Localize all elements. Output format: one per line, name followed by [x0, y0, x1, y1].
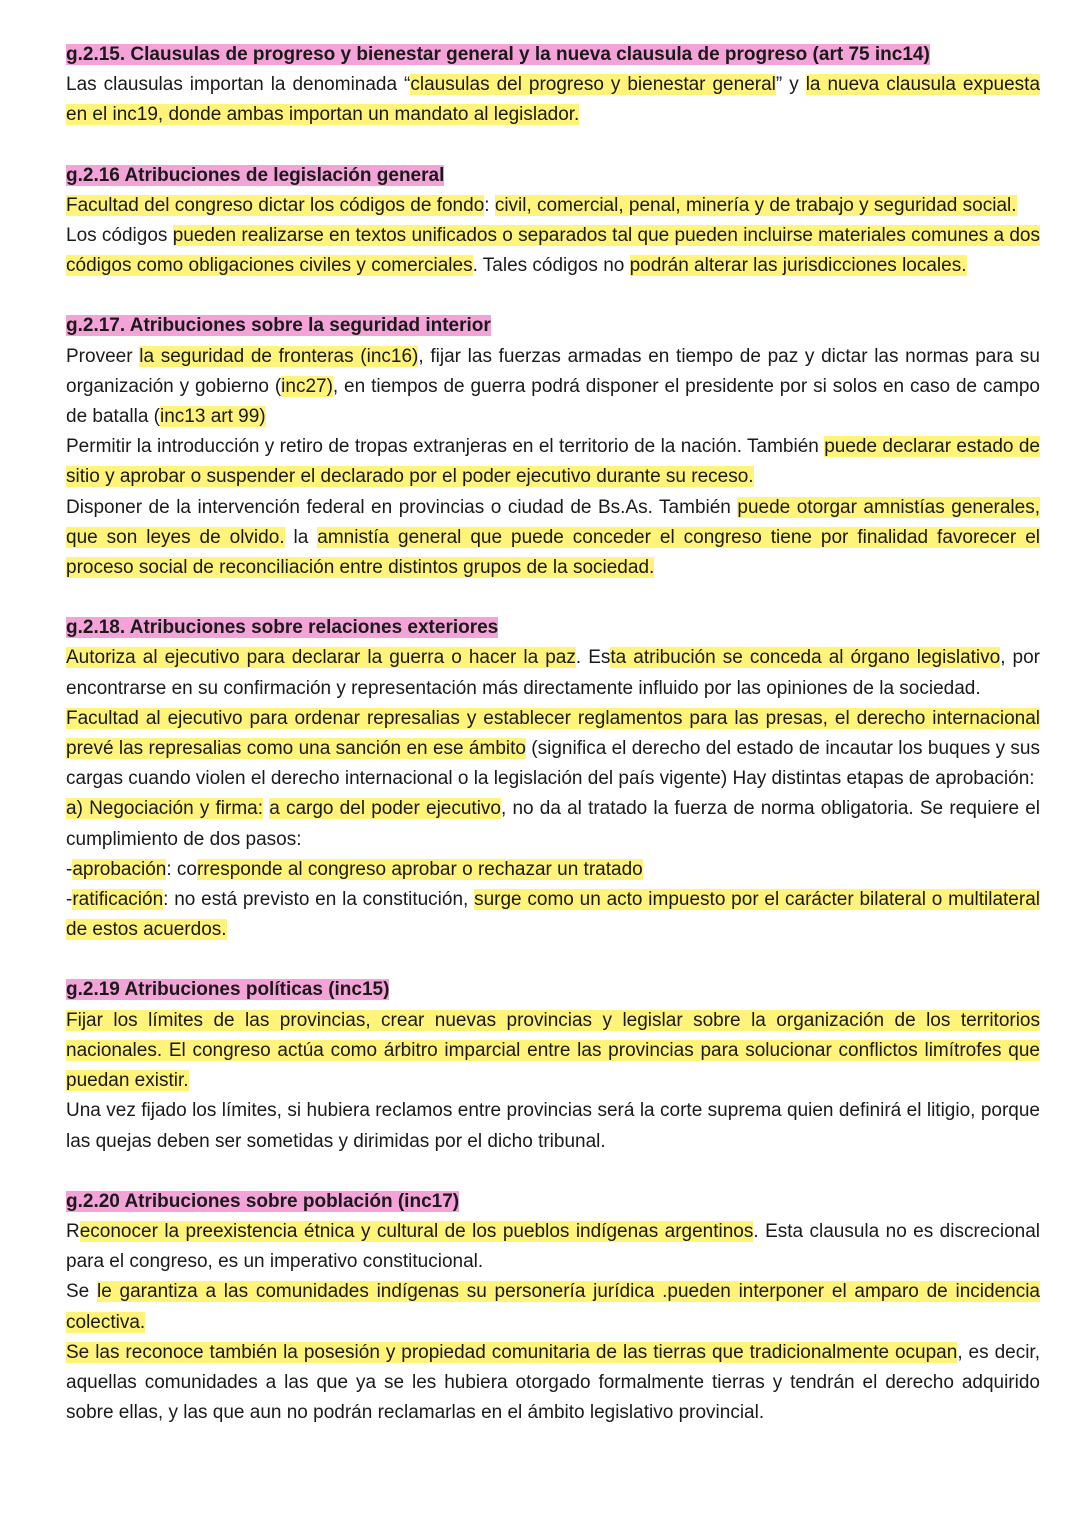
highlighted-text: Autoriza al ejecutivo para declarar la guerra o hacer la paz — [66, 647, 576, 669]
highlighted-text: clausulas del progreso y bienestar general — [410, 74, 776, 96]
text-run: - — [66, 858, 73, 880]
text-run: , es decir, aquellas comunidades a las que ya se les hubiera otorgado formalmente tierras y tendrán el derecho adquirido sobre ellas, y las que aun no podrán reclamarlas en el ámbito legislativo provincial. — [66, 1341, 1040, 1424]
text-run: la — [284, 526, 318, 548]
section-g-2-18 — [66, 613, 1040, 945]
section-heading: g.2.16 Atribuciones de legislación general — [66, 164, 445, 186]
highlighted-text: la seguridad de fronteras (inc16) — [139, 345, 419, 367]
text-run: Se — [66, 1281, 97, 1303]
highlighted-text: Se las reconoce también la posesión y propiedad comunitaria de las tierras que tradicionalmente ocupan — [66, 1341, 958, 1363]
highlighted-text: ratificación — [72, 889, 164, 911]
paragraph — [66, 794, 1040, 854]
text-run: : no está previsto en la constitución, — [163, 889, 475, 911]
text-run: . Esta clausula no es discrecional para el congreso, es un imperativo constitucional. — [66, 1220, 1040, 1273]
paragraph — [66, 221, 1040, 281]
text-run: . Tales códigos no — [472, 255, 630, 277]
paragraph — [66, 1338, 1040, 1429]
section-g-2-15 — [66, 40, 1040, 131]
paragraph — [66, 1006, 1040, 1097]
paragraph — [66, 191, 1040, 221]
section-heading: g.2.20 Atribuciones sobre población (inc17) — [66, 1190, 460, 1212]
text-run: (significa el derecho del estado de incautar los buques y sus cargas cuando violen el derecho internacional o la legislación del país vigente) Hay distintas etapas de aprobación: — [66, 738, 1040, 790]
text-run: , fijar las fuerzas armadas en tiempo de paz y dictar las normas para su organización y gobierno ( — [66, 345, 1040, 397]
section-heading: g.2.19 Atribuciones políticas (inc15) — [66, 979, 390, 1001]
paragraph — [66, 855, 1040, 885]
highlighted-text: a) Negociación y firma: — [66, 798, 264, 820]
paragraph — [66, 70, 1040, 130]
section-heading: g.2.15. Clausulas de progreso y bienestar general y la nueva clausula de progreso (art 75 inc14) — [66, 44, 930, 65]
section-g-2-17 — [66, 311, 1040, 583]
text-run: , por encontrarse en su confirmación y representación más directamente influido por las opiniones de la sociedad. — [66, 647, 1040, 699]
text-run: Una vez fijado los límites, si hubiera reclamos entre provincias será la corte suprema quien definirá el litigio, porque las quejas deben ser sometidas y dirimidas por el dicho tribunal. — [66, 1100, 1040, 1152]
highlighted-text: pueden realizarse en textos unificados o separados tal que pueden incluirse materiales comunes a dos códigos como obligaciones civiles y comerciales — [66, 225, 1040, 277]
highlighted-text: surge como un acto impuesto por el carácter bilateral o multilateral de estos acuerdos. — [66, 889, 1040, 941]
highlighted-text: ta atribución se conceda al órgano legislativo — [610, 647, 1001, 669]
text-run: Los códigos — [66, 225, 173, 247]
text-run: R — [66, 1220, 80, 1242]
text-run: Proveer — [66, 345, 140, 367]
section-heading: g.2.17. Atribuciones sobre la seguridad interior — [66, 315, 491, 337]
text-run: Disponer de la intervención federal en provincias o ciudad de Bs.As. También — [66, 496, 738, 518]
paragraph — [66, 643, 1040, 703]
highlighted-text: inc27) — [281, 375, 333, 397]
section-g-2-16 — [66, 161, 1040, 282]
paragraph — [66, 885, 1040, 945]
highlighted-text: rresponde al congreso aprobar o rechazar un tratado — [196, 858, 643, 880]
text-run: Las clausulas importan la denominada “ — [66, 74, 411, 96]
paragraph — [66, 342, 1040, 433]
highlighted-text: podrán alterar las jurisdicciones locales. — [629, 255, 967, 277]
highlighted-text: le garantiza a las comunidades indígenas su personería jurídica .pueden interponer el amparo de incidencia colectiva. — [66, 1281, 1040, 1333]
paragraph — [66, 1277, 1040, 1337]
highlighted-text: la nueva clausula expuesta en el inc19, donde ambas importan un mandato al legislador. — [66, 74, 1041, 126]
text-run: : — [484, 194, 495, 216]
highlighted-text: puede otorgar amnistías generales, que son leyes de olvido. — [66, 496, 1040, 548]
text-run: - — [66, 889, 73, 911]
paragraph — [66, 704, 1040, 795]
highlighted-text: econocer la preexistencia étnica y cultural de los pueblos indígenas argentinos — [79, 1220, 754, 1242]
text-run: , en tiempos de guerra podrá disponer el presidente por si solos en caso de campo de batalla ( — [66, 375, 1041, 428]
section-heading: g.2.18. Atribuciones sobre relaciones exteriores — [66, 617, 499, 639]
section-g-2-20 — [66, 1187, 1040, 1429]
highlighted-text: inc13 art 99) — [160, 406, 266, 428]
text-run: : co — [166, 858, 197, 880]
paragraph — [66, 432, 1040, 492]
text-run: , no da al tratado la fuerza de norma obligatoria. Se requiere el cumplimiento de dos pasos: — [66, 798, 1040, 850]
text-run: Permitir la introducción y retiro de tropas extranjeras en el territorio de la nación. También — [66, 436, 825, 458]
highlighted-text: puede declarar estado de sitio y aprobar o suspender el declarado por el poder ejecutivo durante su receso. — [66, 436, 1040, 488]
highlighted-text: a cargo del poder ejecutivo — [269, 798, 501, 820]
paragraph — [66, 1096, 1040, 1156]
highlighted-text: aprobación — [72, 858, 167, 880]
highlighted-text: civil, comercial, penal, minería y de trabajo y seguridad social. — [494, 194, 1017, 216]
highlighted-text: Facultad al ejecutivo para ordenar represalias y establecer reglamentos para las presas, el derecho internacional prevé las represalias como una sanción en ese ámbito — [66, 707, 1040, 760]
text-run: . Es — [575, 647, 611, 669]
paragraph — [66, 493, 1040, 584]
text-run: ” y — [775, 74, 806, 96]
highlighted-text: amnistía general que puede conceder el congreso tiene por finalidad favorecer el proceso social de reconciliación entre distintos grupos de la sociedad. — [66, 526, 1040, 579]
highlighted-text: Fijar los límites de las provincias, crear nuevas provincias y legislar sobre la organización de los territorios nacionales. El congreso actúa como árbitro imparcial entre las provincias para solucionar conflictos limítrofes que puedan existir. — [66, 1009, 1040, 1092]
section-g-2-19 — [66, 975, 1040, 1156]
paragraph — [66, 1217, 1040, 1277]
document-page — [66, 40, 1040, 1458]
highlighted-text: Facultad del congreso dictar los códigos de fondo — [66, 194, 485, 216]
